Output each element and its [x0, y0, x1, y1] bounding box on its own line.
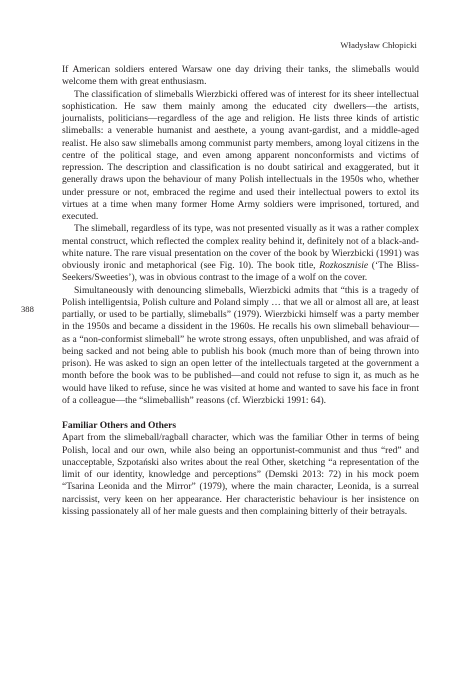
paragraph-2: The classification of slimeballs Wierzbicki offered was of interest for its sheer intellectual sophistication. He saw them mainly among the educated city dwellers—the artists, journalists, politicians—regardless of the age and religion. He lists three kinds of artistic slimeballs: a venerable humanist and aesthete, a young avant-gardist, and a middle-aged realist. He also saw slimeballs among communist party members, among loyal citizens in the centre of the political stage, and even among apparent nonconformists and victims of repression. The description and classification is no doubt satirical and exaggerated, but it generally draws upon the behaviour of many Polish intellectuals in the 1950s who, whether under pressure or not, embraced the regime and used their intellectual powers to extol its virtues at a time when many former Home Army soldiers were imprisoned, tortured, and executed. [62, 88, 419, 222]
paragraph-5: Apart from the slimeball/ragball character, which was the familiar Other in terms of being Polish, local and our own, while also being an opportunist-communist and thus “red” and unacceptable, Szpotański also writes about the real Other, sketching “a representation of the limit of our identity, knowledge and perceptions” (Demski 2013: 72) in his mock poem “Tsarina Leonida and the Mirror” (1979), where the main character, Leonida, is a surreal narcissist, very keen on her appearance. Her characteristic behaviour is her insistence on kissing passionately all of her male guests and then complaining bitterly of their betrayals. [62, 432, 419, 517]
paragraph-1: If American soldiers entered Warsaw one day driving their tanks, the slimeballs would welcome them with great enthusiasm. [62, 64, 419, 88]
section-heading: Familiar Others and Others [62, 420, 177, 431]
book-title: Rozkosznisie [319, 260, 369, 271]
page-number: 388 [21, 304, 34, 314]
body-text [62, 64, 419, 518]
paragraph-3 [62, 223, 419, 284]
paragraph-3-text-a: The slimeball, regardless of its type, was not presented visually as it was a rather complex mental construct, which reflected the complex reality behind it, definitely not of a black-and-white nature. The rare visual presentation on the cover of the book by Wierzbicki (1991) was obviously ironic and metaphorical (see Fig. 10). The book title, [62, 223, 419, 271]
paragraph-3-text-b: (‘The Bliss-Seekers/Sweeties’), was in obvious contrast to the image of a wolf on the cover. [62, 260, 420, 284]
paragraph-4: Simultaneously with denouncing slimeballs, Wierzbicki admits that “this is a tragedy of Polish intelligentsia, Polish culture and Poland simply … that we all or almost all are, at least partially, or used to be partially, slimeballs” (1979). Wierzbicki himself was a party member in the 1950s and became a dissident in the 1960s. He recalls his own slimeball behaviour—as a “non-conformist slimeball” he wrote strong essays, often unpublished, and was afraid of being sacked and not being able to publish his book (much more than of being thrown into prison). He was asked to sign an open letter of the intellectuals targeted at the government a month before the book was to be published—and could not refuse to sign it, as much as he would have liked to refuse, since he was visited at home and wanted to save his face in front of a colleague—the “slimeballish” reasons (cf. Wierzbicki 1991: 64). [62, 284, 419, 406]
running-head: Władysław Chłopicki [340, 40, 417, 50]
